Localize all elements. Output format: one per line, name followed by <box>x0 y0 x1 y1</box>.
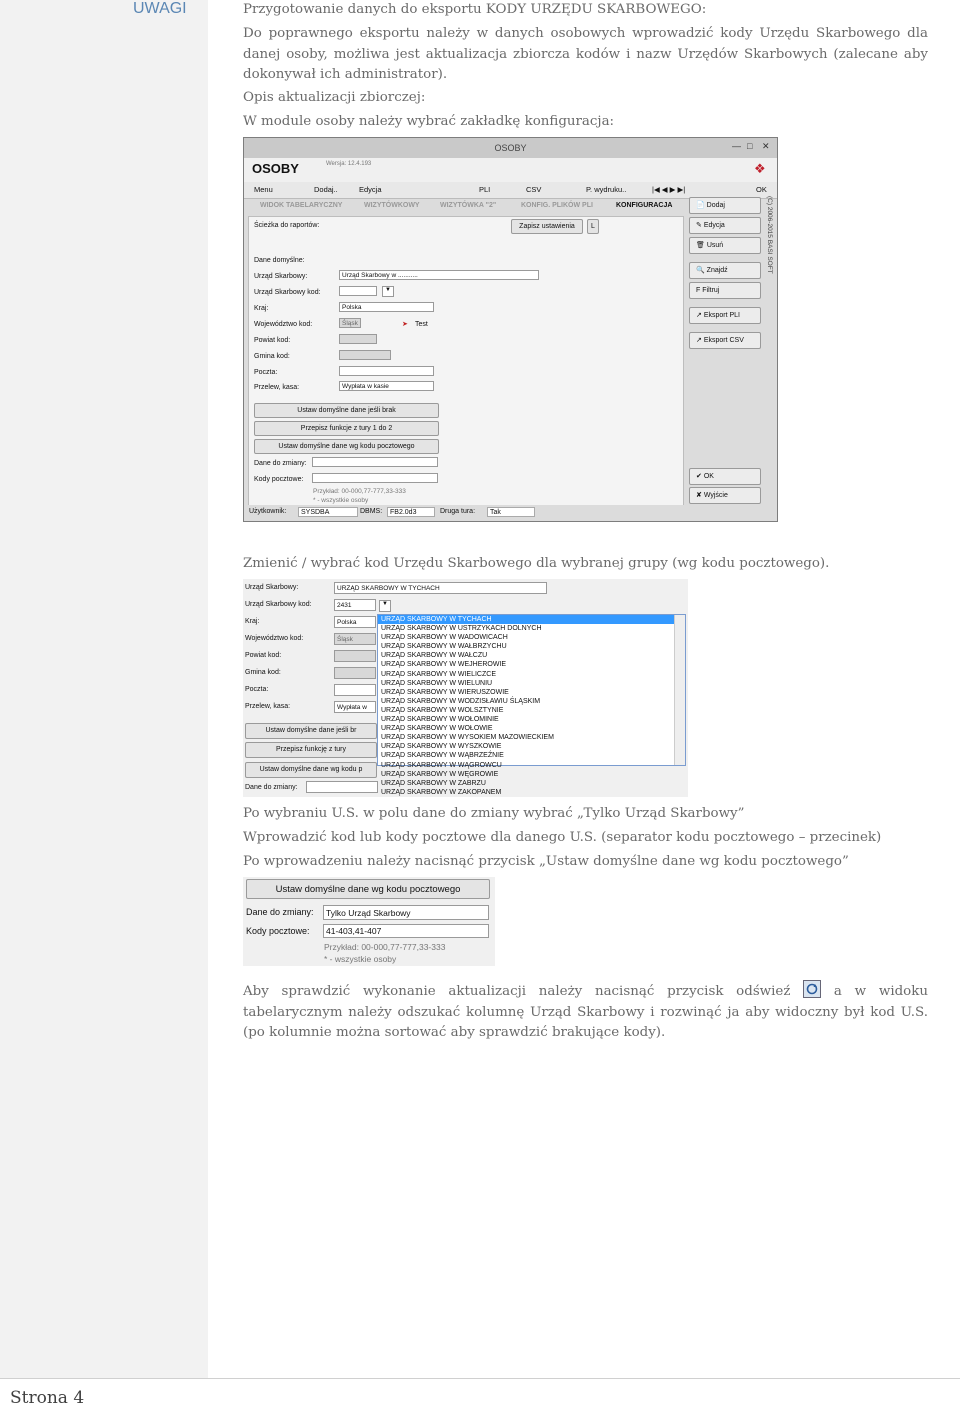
toolbar-edit[interactable]: Edycja <box>359 185 382 194</box>
config-panel <box>248 216 684 508</box>
post-office-input[interactable] <box>339 366 434 376</box>
office-list-item[interactable]: URZĄD SKARBOWY W WIERUSZOWIE <box>381 688 509 696</box>
country-input[interactable]: Polska <box>339 302 434 312</box>
test-label[interactable]: Test <box>415 321 428 328</box>
copy-function-button[interactable]: Przepisz funkcje z tury 1 do 2 <box>254 421 439 436</box>
final-text-2: a w widoku tabelarycznym należy odszukać kolumnę Urząd Skarbowy i rozwinąć ja aby widoczny był kod U.S. (po kolumnie można sortować aby sprawdzić brakujące kody). <box>243 984 928 1040</box>
change-label: Dane do zmiany: <box>246 907 314 917</box>
toolbar-print[interactable]: P. wydruku.. <box>586 185 627 194</box>
field-label: Województwo kod: <box>245 635 304 642</box>
office-list-item[interactable]: URZĄD SKARBOWY W WODZISŁAWIU ŚLĄSKIM <box>381 697 541 705</box>
post-office-input[interactable] <box>334 684 376 696</box>
exit-label: Wyjście <box>703 492 728 499</box>
side-column <box>0 0 208 1378</box>
app-version: Wersja: 12.4.193 <box>326 161 372 167</box>
app-brand-icon: ❖ <box>754 161 766 176</box>
screenshot-postal-update <box>243 877 495 966</box>
toolbar-menu[interactable]: Menu <box>254 185 273 194</box>
toolbar-ok[interactable]: OK <box>756 185 767 194</box>
footer-divider <box>0 1378 960 1379</box>
field-label: Przelew, kasa: <box>254 384 300 391</box>
set-defaults-button[interactable]: Ustaw domyślne dane jeśli brak <box>254 403 439 418</box>
postal-input[interactable]: 41-403,41-407 <box>323 924 489 938</box>
find-button[interactable]: 🔍 Znajdź <box>689 262 761 279</box>
field-label: Przelew, kasa: <box>245 703 291 710</box>
change-select[interactable]: Tylko Urząd Skarbowy <box>323 905 489 920</box>
postal-label: Kody pocztowe: <box>246 926 310 936</box>
office-list-item[interactable]: URZĄD SKARBOWY W WAŁCZU <box>381 652 488 660</box>
page-number: Strona 4 <box>10 1388 85 1408</box>
office-list-item[interactable]: URZĄD SKARBOWY W WĄGROWCU <box>381 761 502 769</box>
ok-label: OK <box>703 473 714 480</box>
field-label: Powiat kod: <box>245 652 282 659</box>
instruction-2: Zmienić / wybrać kod Urzędu Skarbowego dla wybranej grupy (wg kodu pocztowego). <box>243 556 830 571</box>
find-label: Znajdź <box>706 267 728 274</box>
window-title: OSOBY <box>244 138 777 158</box>
user-label: Użytkownik: <box>249 508 287 515</box>
field-label: Gmina kod: <box>245 669 281 676</box>
change-select[interactable] <box>306 781 378 793</box>
office-list-item[interactable]: URZĄD SKARBOWY W WĄBRZEŹNIE <box>381 752 504 760</box>
instruction-1: W module osoby należy wybrać zakładkę konfiguracja: <box>243 114 615 129</box>
test-icon[interactable]: ➤ <box>402 321 408 328</box>
office-list-item[interactable]: URZĄD SKARBOWY W WOLSZTYNIE <box>381 706 504 714</box>
commune-input <box>334 667 376 679</box>
instruction-3: Po wybraniu U.S. w polu dane do zmiany wybrać „Tylko Urząd Skarbowy” <box>243 806 745 821</box>
tab-card-2[interactable]: WIZYTÓWKA "2" <box>440 202 497 209</box>
set-defaults-postal-button[interactable]: Ustaw domyślne dane wg kodu p <box>245 762 377 778</box>
postal-label: Kody pocztowe: <box>254 476 304 483</box>
app-header <box>244 158 777 182</box>
exit-button[interactable]: ✘ Wyjście <box>689 487 761 504</box>
field-label: Powiat kod: <box>254 337 291 344</box>
change-label: Dane do zmiany: <box>245 784 298 791</box>
office-code-input[interactable] <box>339 286 377 296</box>
filter-label: Filtruj <box>702 287 720 294</box>
tab-card-view[interactable]: WIZYTÓWKOWY <box>364 202 420 209</box>
delete-button[interactable]: 🗑 Usuń <box>689 237 761 254</box>
dbms-label: DBMS: <box>360 508 383 515</box>
field-label: Urząd Skarbowy: <box>245 584 299 591</box>
district-input <box>334 650 376 662</box>
app-logo: OSOBY <box>252 161 299 176</box>
filter-button[interactable]: F Filtruj <box>689 282 761 299</box>
add-label: Dodaj <box>706 202 725 209</box>
chevron-down-icon[interactable]: ▼ <box>379 600 391 612</box>
postal-example-2: * - wszystkie osoby <box>324 954 397 964</box>
province-input: Śląsk <box>334 633 376 645</box>
office-list-item[interactable]: URZĄD SKARBOWY W WIELUNIU <box>381 679 493 687</box>
office-list-item[interactable]: URZĄD SKARBOWY W WOŁOMINIE <box>381 716 499 724</box>
toolbar-csv[interactable]: CSV <box>526 185 542 194</box>
field-label: Urząd Skarbowy kod: <box>245 601 312 608</box>
section-heading: Przygotowanie danych do eksportu KODY URZĘDU SKARBOWEGO: <box>243 2 707 17</box>
office-input[interactable]: URZĄD SKARBOWY W TYCHACH <box>334 582 547 594</box>
status-bar <box>244 505 777 521</box>
toolbar-nav-icons[interactable]: |◀ ◀ ▶ ▶| <box>652 185 686 194</box>
round-value: Tak <box>487 507 535 517</box>
final-text-1: Aby sprawdzić wykonanie aktualizacji należy nacisnąć przycisk odświeź <box>243 984 791 999</box>
field-label: Urząd Skarbowy kod: <box>254 289 321 296</box>
field-label: Poczta: <box>245 686 269 693</box>
field-label: Gmina kod: <box>254 353 290 360</box>
office-list-item[interactable]: URZĄD SKARBOWY W WIELICZCE <box>381 670 496 678</box>
copyright-vertical: (C) 2006-2015 BASI SOFT <box>766 196 773 274</box>
copy-function-button[interactable]: Przepisz funkcję z tury <box>245 742 377 758</box>
maximize-icon[interactable]: □ <box>747 141 753 151</box>
office-list-item[interactable]: URZĄD SKARBOWY W WĘGROWIE <box>381 770 499 778</box>
dbms-value: FB2.0d3 <box>387 507 435 517</box>
office-list-item[interactable]: URZĄD SKARBOWY W WADOWICACH <box>381 634 508 642</box>
payment-select[interactable]: Wypłata w kasie <box>339 381 434 391</box>
instruction-5: Po wprowadzeniu należy nacisnąć przycisk „Ustaw domyślne dane wg kodu pocztowego” <box>243 854 849 869</box>
export-pli-button[interactable]: ↗ Eksport PLI <box>689 307 761 324</box>
postal-example-2: * - wszystkie osoby <box>313 497 369 504</box>
change-label: Dane do zmiany: <box>254 460 307 467</box>
close-icon[interactable]: ✕ <box>762 141 770 151</box>
save-settings-button[interactable]: Zapisz ustawienia <box>511 219 583 234</box>
export-csv-button[interactable]: ↗ Eksport CSV <box>689 332 761 349</box>
office-list-item[interactable]: URZĄD SKARBOWY W TYCHACH <box>378 615 685 624</box>
export-csv-label: Eksport CSV <box>703 337 744 344</box>
office-code-input[interactable]: 2431 <box>334 599 376 611</box>
office-list-item[interactable]: URZĄD SKARBOWY W WYSOKIEM MAZOWIECKIEM <box>381 734 554 742</box>
office-list-item[interactable]: URZĄD SKARBOWY W WEJHEROWIE <box>381 661 507 669</box>
path-label: Ścieżka do raportów: <box>254 222 320 229</box>
side-label: UWAGI <box>133 0 187 17</box>
set-defaults-postal-button[interactable]: Ustaw domyślne dane wg kodu pocztowego <box>246 879 490 899</box>
field-label: Poczta: <box>254 369 278 376</box>
round-label: Druga tura: <box>440 508 476 515</box>
office-list-item[interactable]: URZĄD SKARBOWY W WAŁBRZYCHU <box>381 643 507 651</box>
district-input <box>339 334 377 344</box>
postal-input[interactable] <box>312 473 438 483</box>
field-label: Kraj: <box>254 305 269 312</box>
edit-button[interactable]: ✎ Edycja <box>689 217 761 234</box>
edit-label: Edycja <box>703 222 725 229</box>
field-label: Kraj: <box>245 618 260 625</box>
set-defaults-button[interactable]: Ustaw domyślne dane jeśli br <box>245 723 377 739</box>
delete-label: Usuń <box>706 242 724 249</box>
chevron-down-icon[interactable]: ▼ <box>382 286 394 297</box>
screenshot-osoby-window <box>243 137 778 522</box>
export-pli-label: Eksport PLI <box>703 312 740 319</box>
ok-button[interactable]: ✔ OK <box>689 468 761 485</box>
defaults-label: Dane domyślne: <box>254 257 305 264</box>
save-small-button[interactable]: L <box>587 219 599 234</box>
office-dropdown-list[interactable] <box>377 614 686 796</box>
office-input[interactable]: Urząd Skarbowy w ........... <box>339 270 539 280</box>
toolbar-add[interactable]: Dodaj.. <box>314 185 338 194</box>
office-list-item[interactable]: URZĄD SKARBOWY W ZAKOPANEM <box>381 788 502 796</box>
final-paragraph <box>243 980 928 1044</box>
tab-pli-config[interactable]: KONFIG. PLIKÓW PLI <box>521 202 593 209</box>
intro-paragraph: Do poprawnego eksportu należy w danych osobowych wprowadzić kody Urzędu Skarbowego dla danej osoby, możliwa jest aktualizacja zbiorcza kodów i nazw Urzędów Skarbowych (zalecane aby dokonywał ich administrator). <box>243 26 928 82</box>
tab-table-view[interactable]: WIDOK TABELARYCZNY <box>260 202 343 209</box>
office-list-item[interactable]: URZĄD SKARBOWY W USTRZYKACH DOLNYCH <box>381 625 542 633</box>
field-label: Urząd Skarbowy: <box>254 273 308 280</box>
office-list-item[interactable]: URZĄD SKARBOWY W WOŁOWIE <box>381 725 493 733</box>
office-list-item[interactable]: URZĄD SKARBOWY W ZABRZU <box>381 779 486 787</box>
opis-label: Opis aktualizacji zbiorczej: <box>243 90 426 105</box>
province-input: Śląsk <box>339 318 361 328</box>
instruction-4: Wprowadzić kod lub kody pocztowe dla danego U.S. (separator kodu pocztowego – przecinek) <box>243 830 882 845</box>
user-value: SYSDBA <box>298 507 358 517</box>
field-label: Województwo kod: <box>254 321 313 328</box>
change-select[interactable] <box>312 457 438 467</box>
screenshot-office-dropdown <box>243 579 688 797</box>
commune-input <box>339 350 391 360</box>
minimize-icon[interactable]: — <box>732 141 741 151</box>
set-defaults-postal-button[interactable]: Ustaw domyślne dane wg kodu pocztowego <box>254 439 439 454</box>
postal-example: Przykład: 00-000,77-777,33-333 <box>313 488 406 495</box>
scrollbar[interactable] <box>674 615 685 765</box>
payment-select[interactable]: Wypłata w <box>334 701 376 713</box>
add-button[interactable]: 📄 Dodaj <box>689 197 761 214</box>
tab-configuration[interactable]: KONFIGURACJA <box>616 202 673 209</box>
refresh-icon[interactable] <box>803 980 821 998</box>
country-input[interactable]: Polska <box>334 616 376 628</box>
postal-example: Przykład: 00-000,77-777,33-333 <box>324 942 446 952</box>
office-list-item[interactable]: URZĄD SKARBOWY W WYSZKOWIE <box>381 743 502 751</box>
toolbar-pli[interactable]: PLI <box>479 185 491 194</box>
